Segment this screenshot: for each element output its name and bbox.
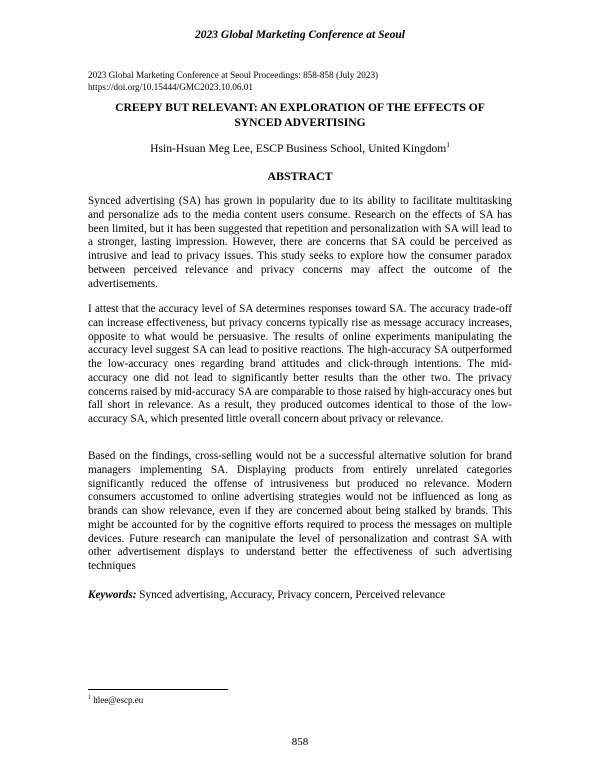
keywords-text: Synced advertising, Accuracy, Privacy concern, Perceived relevance [139, 589, 446, 601]
title-line-2: SYNCED ADVERTISING [234, 115, 366, 129]
author-line [88, 142, 512, 156]
footnote-rule [88, 689, 228, 690]
abstract-paragraph-2: I attest that the accuracy level of SA determines responses toward SA. The accuracy trade-off can increase effectiveness, but privacy concerns typically rise as message accuracy increases, opposite to what would be persuasive. The results of online experiments manipulating the accuracy level suggest SA can lead to positive reactions. The high-accuracy SA outperformed the low-accuracy ones regarding brand attitudes and click-through intentions. The mid-accuracy one did not lead to significantly better results than the other two. The privacy concerns raised by mid-accuracy SA are comparable to those raised by high-accuracy ones but fall short in relevance. As a result, they produced outcomes identical to those of the low-accuracy SA, which presented little overall concern about privacy or relevance. [88, 303, 512, 425]
author-text: Hsin-Hsuan Meg Lee, ESCP Business School, United Kingdom [150, 142, 447, 155]
footnote-email[interactable]: hlee@escp.eu [93, 695, 144, 705]
footnote-mark: 1 [88, 695, 91, 701]
abstract-heading: ABSTRACT [267, 169, 333, 183]
page-number: 858 [291, 736, 309, 748]
footnote [88, 695, 143, 706]
doi-link[interactable]: https://doi.org/10.15444/GMC2023.10.06.01 [88, 81, 253, 92]
publication-meta [88, 70, 378, 93]
keywords-line [88, 588, 512, 602]
proceedings-citation: 2023 Global Marketing Conference at Seoul Proceedings: 858-858 (July 2023) [88, 70, 379, 80]
abstract-paragraph-3: Based on the findings, cross-selling would not be a successful alternative solution for brand managers implementing SA. Displaying products from entirely unrelated categories significantly reduced the offense of intrusiveness but produced no relevance. Modern consumers accustomed to online advertising strategies would not be influenced as long as brands can show relevance, even if they are concerned about being stalked by brands. This might be accounted for by the cognitive efforts required to process the messages on multiple devices. Future research can manipulate the level of personalization and contrast SA with other advertisement displays to understand better the effectiveness of such advertising techniques [88, 450, 512, 572]
running-header: 2023 Global Marketing Conference at Seoul [195, 29, 405, 41]
paper-title [88, 101, 512, 130]
author-footnote-mark[interactable]: 1 [446, 141, 450, 149]
abstract-paragraph-1: Synced advertising (SA) has grown in popularity due to its ability to facilitate multitasking and personalize ads to the media content users consume. Research on the effects of SA has been limited, but it has been suggested that repetition and personalization with SA will lead to a stronger, lasting impression. However, there are concerns that SA could be perceived as intrusive and lead to privacy issues. This study seeks to explore how the consumer paradox between perceived relevance and privacy concerns may affect the outcome of the advertisements. [88, 195, 512, 290]
keywords-label: Keywords: [88, 589, 137, 601]
title-line-1: CREEPY BUT RELEVANT: AN EXPLORATION OF THE EFFECTS OF [115, 101, 485, 114]
